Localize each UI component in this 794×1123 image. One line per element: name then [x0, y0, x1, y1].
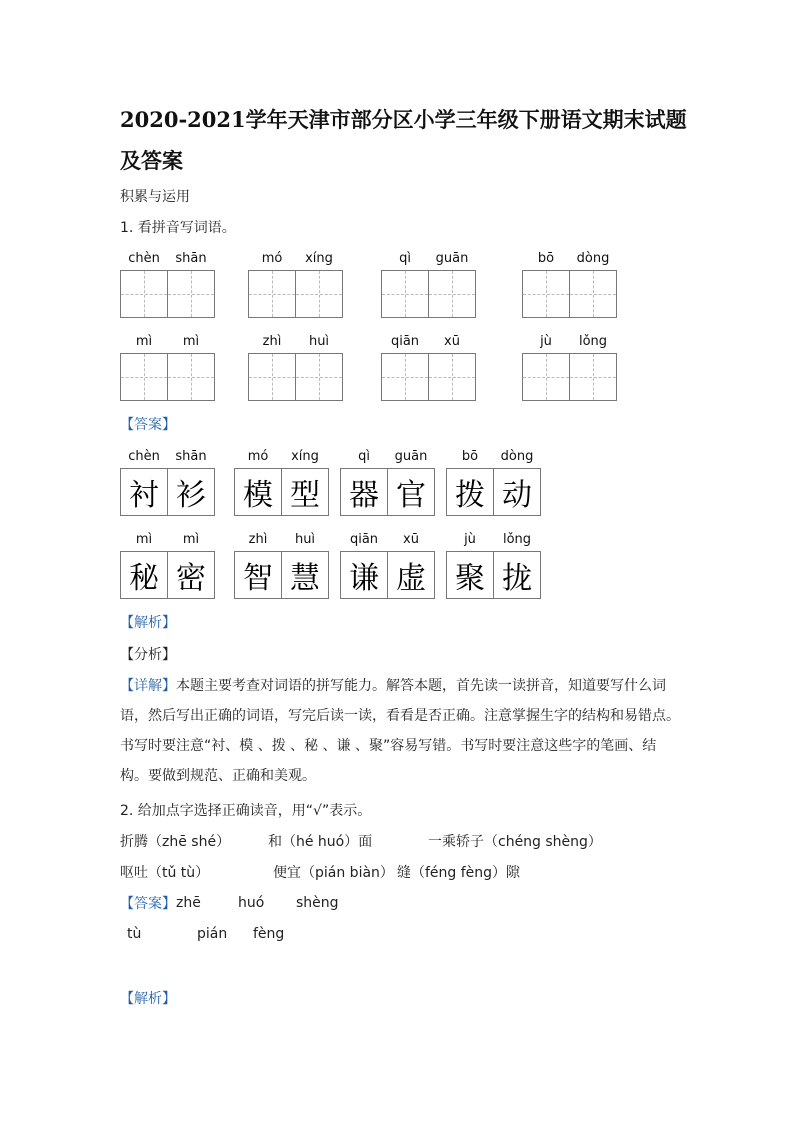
- pinyin-label: lǒng: [578, 334, 608, 349]
- pinyin-label: mì: [182, 532, 200, 547]
- q2-answer-3: shèng: [296, 895, 339, 911]
- empty-writing-cell[interactable]: [248, 270, 296, 318]
- answer-character-cell: 衬: [120, 468, 168, 516]
- empty-writing-cell[interactable]: [522, 270, 570, 318]
- answer-character-cell: 秘: [120, 551, 168, 599]
- answer-word-grid: [446, 468, 540, 516]
- q2-item-6: 缝（féng fèng）隙: [397, 865, 521, 881]
- answer-character-cell: 谦: [340, 551, 388, 599]
- pinyin-label: mì: [135, 532, 153, 547]
- pinyin-label: chèn: [128, 251, 160, 266]
- empty-writing-cell[interactable]: [428, 353, 476, 401]
- pinyin-label: xū: [403, 532, 419, 547]
- pinyin-label: qiān: [349, 532, 379, 547]
- pinyin-label: guān: [435, 251, 469, 266]
- answer-word-grid: [340, 551, 434, 599]
- answer-character-cell: 动: [493, 468, 541, 516]
- q1-answer-label: 【答案】: [120, 417, 176, 433]
- pinyin-label: mó: [261, 251, 283, 266]
- answer-character-cell: 拨: [446, 468, 494, 516]
- q2-answer-label: 【答案】: [120, 896, 176, 912]
- pinyin-label: mó: [247, 449, 269, 464]
- pinyin-label: dòng: [500, 449, 534, 464]
- question-2-prompt: 2. 给加点字选择正确读音，用“√”表示。: [120, 803, 372, 819]
- q1-analysis-label: 【解析】: [120, 615, 176, 631]
- pinyin-label: jù: [464, 532, 476, 547]
- answer-character-cell: 官: [387, 468, 435, 516]
- empty-writing-cell[interactable]: [295, 270, 343, 318]
- empty-writing-cell[interactable]: [120, 353, 168, 401]
- pinyin-label: dòng: [576, 251, 610, 266]
- answer-word-grid: [234, 468, 328, 516]
- empty-writing-cell[interactable]: [428, 270, 476, 318]
- answer-character-cell: 慧: [281, 551, 329, 599]
- answer-character-cell: 模: [234, 468, 282, 516]
- pinyin-label: mì: [135, 334, 153, 349]
- answer-character-cell: 衫: [167, 468, 215, 516]
- page-title: 2020-2021学年天津市部分区小学三年级下册语文期末试题: [120, 107, 687, 132]
- answer-word-grid: [340, 468, 434, 516]
- q1-detail-text: 本题主要考查对词语的拼写能力。解答本题，首先读一读拼音，知道要写什么词语，然后写出正确的词语，写完后读一读，看看是否正确。注意掌握生字的结构和易错点。书写时要注意“衬、模 、拨 、秘 、谦 、聚”容易写错。书写时要注意这些字的笔画、结构。要做到规范、正确和美观。: [120, 678, 680, 784]
- empty-writing-cell[interactable]: [381, 353, 429, 401]
- answer-character-cell: 拢: [493, 551, 541, 599]
- answer-character-cell: 虚: [387, 551, 435, 599]
- pinyin-label: qiān: [390, 334, 420, 349]
- answer-word-grid: [120, 468, 214, 516]
- empty-writing-cell[interactable]: [120, 270, 168, 318]
- question-1-prompt: 1. 看拼音写词语。: [120, 220, 236, 236]
- answer-word-grid: [446, 551, 540, 599]
- q2-analysis-label: 【解析】: [120, 991, 176, 1007]
- answer-character-cell: 密: [167, 551, 215, 599]
- answer-character-cell: 聚: [446, 551, 494, 599]
- empty-writing-cell[interactable]: [167, 353, 215, 401]
- q2-item-1: 折腾（zhē shé）: [120, 834, 231, 850]
- pinyin-label: chèn: [128, 449, 160, 464]
- writing-grid: [522, 270, 616, 318]
- pinyin-label: zhì: [262, 334, 282, 349]
- q2-answer-2: huó: [238, 895, 265, 911]
- empty-writing-cell[interactable]: [248, 353, 296, 401]
- writing-grid: [381, 353, 475, 401]
- pinyin-label: shān: [175, 449, 207, 464]
- q2-answer-1: zhē: [176, 895, 201, 911]
- q2-item-3: 一乘轿子（chéng shèng）: [428, 834, 602, 850]
- page-title-continued: 及答案: [120, 148, 183, 173]
- q2-answer-5: pián: [197, 926, 228, 942]
- empty-writing-cell[interactable]: [569, 353, 617, 401]
- pinyin-label: xū: [444, 334, 460, 349]
- pinyin-label: huì: [294, 532, 316, 547]
- q2-item-2: 和（hé huó）面: [268, 834, 373, 850]
- writing-grid: [381, 270, 475, 318]
- answer-word-grid: [234, 551, 328, 599]
- answer-character-cell: 智: [234, 551, 282, 599]
- pinyin-label: qì: [358, 449, 370, 464]
- pinyin-label: bō: [537, 251, 555, 266]
- q1-fenxi-label: 【分析】: [120, 647, 176, 663]
- empty-writing-cell[interactable]: [522, 353, 570, 401]
- q2-answer-4: tù: [127, 926, 142, 942]
- section-heading: 积累与运用: [120, 189, 190, 205]
- writing-grid: [120, 270, 214, 318]
- q1-detail-paragraph: [120, 671, 680, 791]
- writing-grid: [522, 353, 616, 401]
- pinyin-label: guān: [394, 449, 428, 464]
- empty-writing-cell[interactable]: [381, 270, 429, 318]
- empty-writing-cell[interactable]: [295, 353, 343, 401]
- writing-grid: [248, 353, 342, 401]
- pinyin-label: huì: [308, 334, 330, 349]
- pinyin-label: mì: [182, 334, 200, 349]
- pinyin-label: qì: [399, 251, 411, 266]
- pinyin-label: shān: [175, 251, 207, 266]
- answer-character-cell: 器: [340, 468, 388, 516]
- pinyin-label: xíng: [305, 251, 333, 266]
- pinyin-label: xíng: [291, 449, 319, 464]
- writing-grid: [120, 353, 214, 401]
- pinyin-label: bō: [461, 449, 479, 464]
- answer-word-grid: [120, 551, 214, 599]
- empty-writing-cell[interactable]: [167, 270, 215, 318]
- writing-grid: [248, 270, 342, 318]
- pinyin-label: jù: [540, 334, 552, 349]
- answer-character-cell: 型: [281, 468, 329, 516]
- q2-answer-6: fèng: [253, 926, 285, 942]
- pinyin-label: zhì: [248, 532, 268, 547]
- pinyin-label: lǒng: [502, 532, 532, 547]
- q1-detail-label: 【详解】: [120, 678, 176, 694]
- q2-item-4: 呕吐（tǔ tù）: [120, 865, 210, 881]
- q2-item-5: 便宜（pián biàn）: [273, 865, 394, 881]
- empty-writing-cell[interactable]: [569, 270, 617, 318]
